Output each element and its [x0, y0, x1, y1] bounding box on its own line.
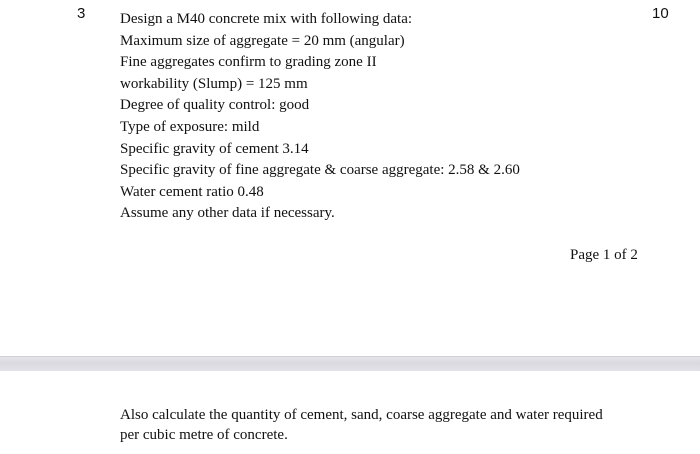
page-indicator: Page 1 of 2 — [570, 247, 638, 263]
question-line: Assume any other data if necessary. — [120, 205, 335, 222]
question-line: Design a M40 concrete mix with following data: — [120, 11, 413, 27]
page-separator — [0, 356, 700, 371]
continuation-line: per cubic metre of concrete. — [120, 427, 288, 443]
question-line: Degree of quality control: good — [120, 97, 310, 114]
question-line: Specific gravity of fine aggregate & coarse aggregate: 2.58 & 2.60 — [120, 162, 520, 179]
question-line: Fine aggregates confirm to grading zone II — [120, 54, 377, 71]
question-number: 3 — [77, 5, 86, 22]
document-page-2 — [0, 371, 700, 454]
question-marks: 10 — [652, 5, 669, 22]
question-line: Type of exposure: mild — [120, 118, 260, 135]
continuation-text — [120, 405, 603, 445]
question-line: Maximum size of aggregate = 20 mm (angular) — [120, 32, 405, 49]
question-line: Specific gravity of cement 3.14 — [120, 140, 309, 157]
question-text — [120, 9, 520, 225]
continuation-line: Also calculate the quantity of cement, sand, coarse aggregate and water required — [120, 407, 603, 423]
question-line: Water cement ratio 0.48 — [120, 183, 264, 200]
question-line: workability (Slump) = 125 mm — [120, 75, 308, 92]
